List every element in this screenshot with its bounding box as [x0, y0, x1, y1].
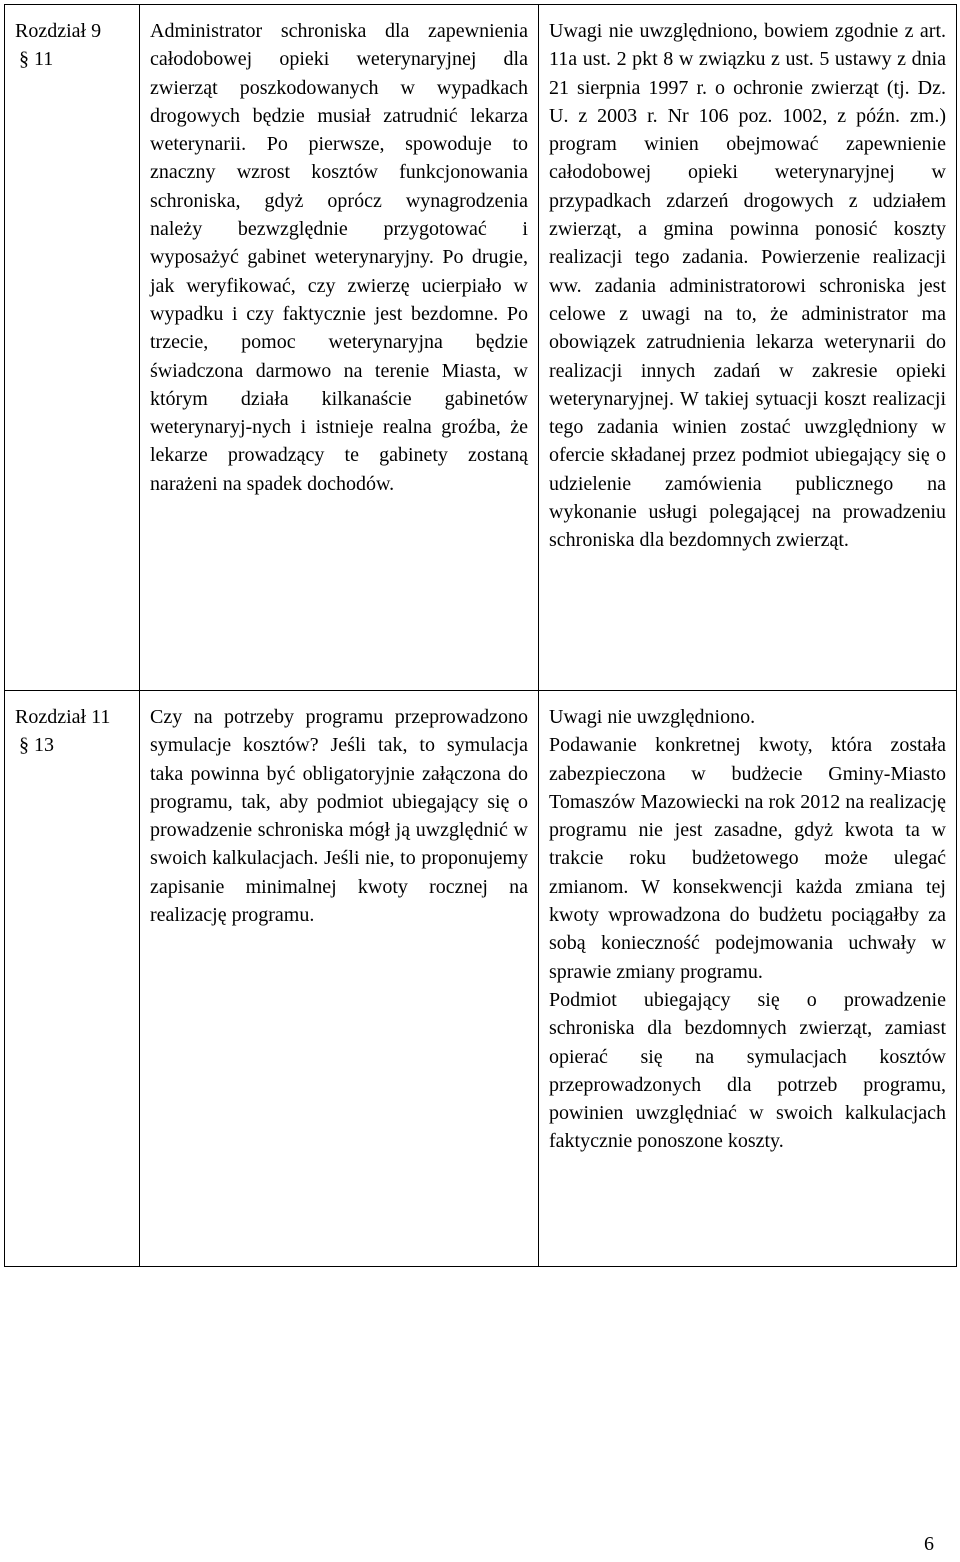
response-text: Uwagi nie uwzględniono, bowiem zgodnie z art. 11a ust. 2 pkt 8 w związku z ust. 5 ustawy z dnia 21 sierpnia 1997 r. o ochronie zwierząt (tj. Dz. U. z 2003 r. Nr 106 poz. 1002, z późn. zm.) program winien obejmować zapewnienie całodobowej opieki weterynaryjnej w przypadkach zdarzeń drogowych z udziałem zwierząt, a gmina powinna ponosić koszty realizacji tego zadania. Powierzenie realizacji ww. zadania administratorowi schroniska jest celowe z uwagi na to, że administrator ma obowiązek zatrudnienia lekarza weterynarii do realizacji innych zadań w zakresie opieki weterynaryjnej. W takiej sytuacji koszt realizacji tego zadania winien zostać uwzględniony w ofercie składanej przez podmiot ubiegający się o udzielenie zamówienia publicznego na wykonanie usługi polegającej na prowadzeniu schroniska dla bezdomnych zwierząt.	[549, 20, 946, 552]
table-row	[5, 691, 957, 1267]
response-cell	[539, 5, 957, 691]
page-number: 6	[924, 1533, 934, 1555]
reference-cell	[5, 5, 140, 691]
response-paragraph: Uwagi nie uwzględniono.	[549, 706, 756, 728]
response-paragraph: Podmiot ubiegający się o prowadzenie schroniska dla bezdomnych zwierząt, zamiast opierać się na symulacjach kosztów przeprowadzonych dla potrzeb programu, powinien uwzględniać w swoich kalkulacjach faktycznie ponoszone koszty.	[549, 988, 946, 1153]
paragraph-label: § 11	[19, 48, 54, 71]
comment-cell	[140, 691, 539, 1267]
chapter-label: Rozdział 11	[15, 706, 111, 728]
reference-cell	[5, 691, 140, 1267]
comment-cell	[140, 5, 539, 691]
response-cell	[539, 691, 957, 1267]
response-paragraph: Podawanie konkretnej kwoty, która została zabezpieczona w budżecie Gminy-Miasto Tomaszów Mazowiecki na rok 2012 na realizację programu nie jest zasadne, gdyż kwota ta w trakcie roku budżetowego może ulegać zmianom. W konsekwencji każda zmiana tej kwoty wprowadzona do budżetu pociągałby za sobą konieczność podejmowania uchwały w sprawie zmiany programu.	[549, 734, 946, 983]
table-row	[5, 5, 957, 691]
comments-table	[4, 4, 957, 1267]
paragraph-label: § 13	[19, 734, 54, 757]
comment-text: Czy na potrzeby programu przeprowadzono symulacje kosztów? Jeśli tak, to symulacja taka powinna być obligatoryjnie załączona do programu, tak, aby podmiot ubiegający się o prowadzenie schroniska mógł ją uwzględnić w swoich kalkulacjach. Jeśli nie, to proponujemy zapisanie minimalnej kwoty rocznej na realizację programu.	[150, 706, 528, 927]
chapter-label: Rozdział 9	[15, 20, 102, 42]
comment-text: Administrator schroniska dla zapewnienia całodobowej opieki weterynaryjnej dla zwierząt poszkodowanych w wypadkach drogowych będzie musiał zatrudnić lekarza weterynarii. Po pierwsze, spowoduje to znaczny wzrost kosztów funkcjonowania schroniska, gdyż oprócz wynagrodzenia należy bezwzględnie przygotować i wyposażyć gabinet weterynaryjny. Po drugie, jak weryfikować, czy zwierzę ucierpiało w wypadku i czy faktycznie jest bezdomne. Po trzecie, pomoc weterynaryjna będzie świadczona darmowo na terenie Miasta, w którym działa kilkanaście gabinetów weterynaryj-nych i istnieje realna groźba, że lekarze prowadzący te gabinety zostaną narażeni na spadek dochodów.	[150, 20, 528, 495]
